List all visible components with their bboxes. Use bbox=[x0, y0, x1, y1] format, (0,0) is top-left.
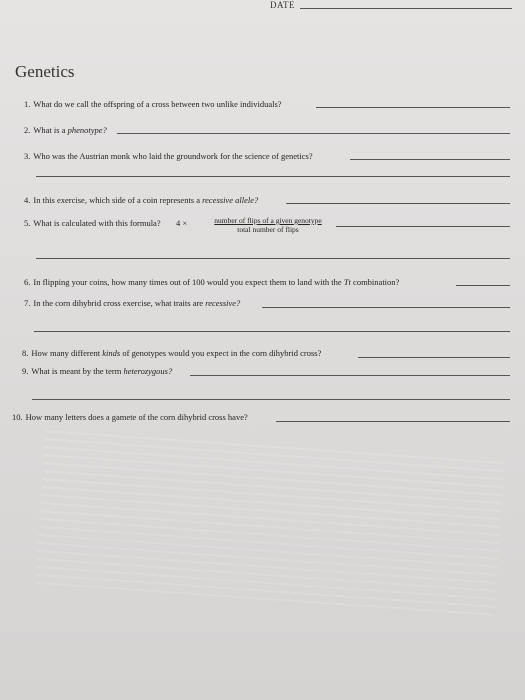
page-title: Genetics bbox=[15, 62, 75, 81]
question-text-after: of genotypes would you expect in the corn dihybrid cross? bbox=[120, 348, 322, 358]
answer-line-7b bbox=[34, 331, 510, 332]
question-text: In the corn dihybrid cross exercise, what traits are bbox=[33, 298, 206, 308]
formula-denominator: total number of flips bbox=[237, 225, 299, 234]
question-number: 2. bbox=[24, 125, 31, 135]
question-7 bbox=[24, 298, 240, 308]
question-number: 4. bbox=[24, 195, 31, 205]
question-text-after: combination? bbox=[350, 277, 400, 287]
answer-line-5 bbox=[336, 226, 510, 227]
answer-line-9 bbox=[190, 375, 510, 376]
question-italic: kinds bbox=[102, 348, 121, 358]
question-italic: recessive allele? bbox=[202, 195, 259, 205]
question-8 bbox=[22, 348, 321, 358]
show-through-texture bbox=[35, 424, 505, 616]
answer-line-4 bbox=[286, 203, 510, 204]
question-number: 8. bbox=[22, 348, 29, 358]
formula-fraction bbox=[198, 216, 338, 234]
answer-line-3 bbox=[350, 159, 510, 160]
date-label: DATE bbox=[270, 0, 295, 10]
question-italic: Tt bbox=[343, 277, 351, 287]
question-text: What is a bbox=[33, 125, 68, 135]
question-number: 10. bbox=[12, 412, 23, 422]
answer-line-5b bbox=[36, 258, 510, 259]
answer-line-6 bbox=[456, 285, 510, 286]
date-line bbox=[300, 8, 512, 9]
answer-line-7 bbox=[262, 307, 510, 308]
question-number: 7. bbox=[24, 298, 31, 308]
question-9 bbox=[22, 366, 172, 376]
question-text: In this exercise, which side of a coin represents a bbox=[33, 195, 203, 205]
answer-line-10 bbox=[276, 421, 510, 422]
question-italic: heterozygous? bbox=[123, 366, 173, 376]
question-4 bbox=[24, 195, 258, 205]
question-1 bbox=[24, 99, 282, 109]
question-5 bbox=[24, 218, 161, 228]
question-2 bbox=[24, 125, 107, 135]
question-text: What is calculated with this formula? bbox=[33, 218, 161, 228]
question-number: 5. bbox=[24, 218, 31, 228]
question-text: What do we call the offspring of a cross between two unlike individuals? bbox=[33, 99, 282, 109]
question-number: 1. bbox=[24, 99, 31, 109]
question-text: Who was the Austrian monk who laid the groundwork for the science of genetics? bbox=[33, 151, 313, 161]
question-6 bbox=[24, 277, 399, 287]
question-italic: recessive? bbox=[205, 298, 241, 308]
question-number: 3. bbox=[24, 151, 31, 161]
question-10 bbox=[12, 412, 248, 422]
question-number: 9. bbox=[22, 366, 29, 376]
formula-prefix: 4 × bbox=[176, 218, 188, 228]
question-3 bbox=[24, 151, 313, 161]
question-number: 6. bbox=[24, 277, 31, 287]
question-italic: phenotype? bbox=[67, 125, 107, 135]
question-text: What is meant by the term bbox=[31, 366, 124, 376]
answer-line-1 bbox=[316, 107, 510, 108]
question-text: In flipping your coins, how many times out of 100 would you expect them to land with the bbox=[33, 277, 344, 287]
formula-numerator: number of flips of a given genotype bbox=[214, 216, 322, 225]
question-text: How many letters does a gamete of the corn dihybrid cross have? bbox=[25, 412, 248, 422]
answer-line-3b bbox=[36, 176, 510, 177]
question-text: How many different bbox=[31, 348, 103, 358]
answer-line-9b bbox=[32, 399, 510, 400]
answer-line-2 bbox=[117, 133, 510, 134]
answer-line-8 bbox=[358, 357, 510, 358]
